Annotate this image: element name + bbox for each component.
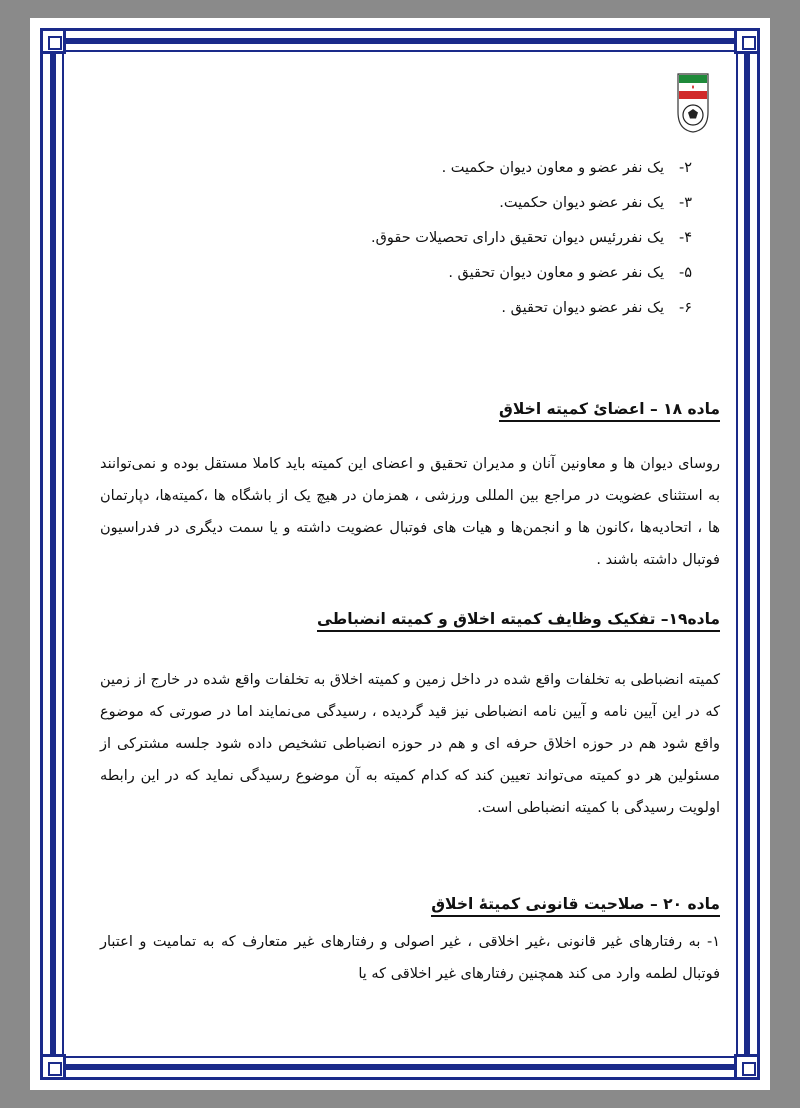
list-item [371, 230, 692, 246]
list-number: ۴- [678, 230, 692, 246]
list-number: ۶- [678, 300, 692, 316]
article-19-body: کمیته انضباطی به تخلفات واقع شده در داخل زمین و کمیته اخلاق به تخلفات واقع شده در خارج از زمین که در این آیین نامه و آیین نامه انضباطی نیز قید گردیده ، رسیدگی می‌نمایند اما در صورتی که موضوع واقع شود هم در حوزه اخلاق حرفه ای و هم در حوزه انضباطی تشخیص داده شود جلسه مشترکی از مسئولین هر دو کمیته می‌تواند تعیین کند که کدام کمیته به آن موضوع رسیدگی نماید که در این رابطه اولویت رسیدگی با کمیته انضباطی است. [100, 672, 720, 816]
article-19-heading: ماده۱۹– تفکیک وظایف کمیته اخلاق و کمیته انضباطی [317, 610, 720, 632]
list-text: یک نفررئیس دیوان تحقیق دارای تحصیلات حقوق. [371, 230, 664, 246]
list-number: ۲- [678, 160, 692, 176]
list-number: ۵- [678, 265, 692, 281]
border-corner-ornament [734, 1054, 760, 1080]
article-18-body: روسای دیوان ها و معاونین آنان و مدیران تحقیق و اعضای این کمیته باید کاملا مستقل بوده و نمی‌توانند به استثنای عضویت در مراجع بین المللی ورزشی ، همزمان در هیچ یک از باشگاه ها ،کمیته‌ها، دپارتمان ها ، اتحادیه‌ها ،کانون ها و انجمن‌ها و هیات های فوتبال عضویت داشته و یا سمت دیگری در فدراسیون فوتبال داشته باشند . [100, 456, 720, 568]
border-corner-ornament [40, 28, 66, 54]
list-item [499, 195, 692, 211]
list-item [442, 160, 692, 176]
list-text: یک نفر عضو دیوان تحقیق . [501, 300, 664, 316]
list-text: یک نفر عضو دیوان حکمیت. [499, 195, 664, 211]
list-number: ۳- [678, 195, 692, 211]
article-20-item [100, 926, 720, 990]
list-text: یک نفر عضو و معاون دیوان حکمیت . [441, 160, 664, 176]
list-item [501, 300, 692, 316]
border-corner-ornament [734, 28, 760, 54]
federation-logo-icon [676, 72, 710, 134]
border-corner-ornament [40, 1054, 66, 1080]
list-text: به رفتارهای غیر قانونی ،غیر اخلاقی ، غیر اصولی و رفتارهای غیر متعارف که به تمامیت و اعتبار فوتبال لطمه وارد می کند همچنین رفتارهای غیر اخلاقی که یا [100, 934, 720, 982]
list-number: ۱- [706, 934, 720, 950]
article-18-heading: ماده ۱۸ – اعضایٔ کمیته اخلاق [499, 400, 720, 422]
list-item [448, 265, 692, 281]
list-text: یک نفر عضو و معاون دیوان تحقیق . [448, 265, 664, 281]
article-20-heading: ماده ۲۰ – صلاحیت قانونی کمیتهٔ اخلاق [431, 895, 720, 917]
